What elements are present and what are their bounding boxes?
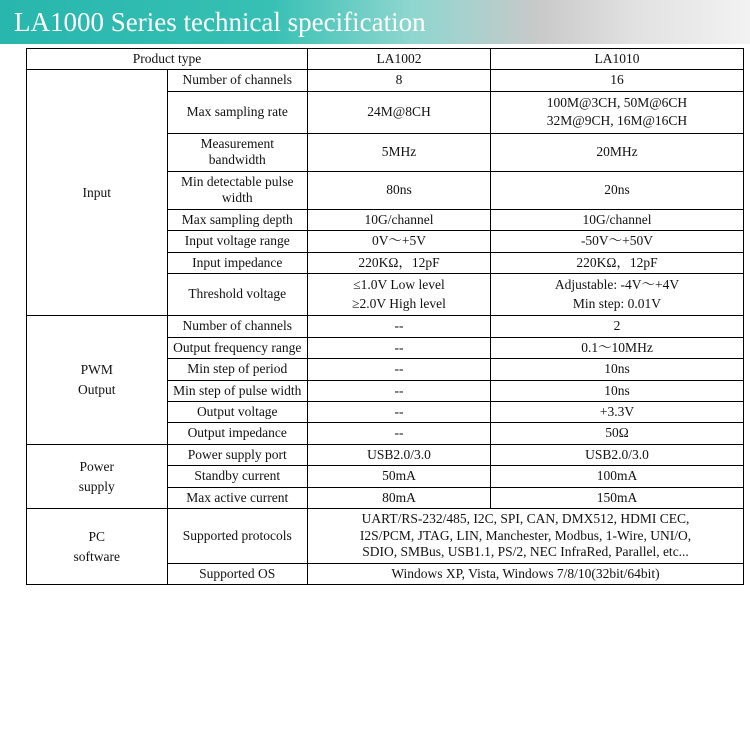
row-value-la1002: -- (308, 316, 491, 337)
section-label-line: Power (79, 459, 114, 475)
row-value-la1010: USB2.0/3.0 (491, 444, 744, 465)
row-value-la1002: -- (308, 380, 491, 401)
row-label: Standby current (167, 466, 308, 487)
row-value-supported-os: Windows XP, Vista, Windows 7/8/10(32bit/64bit) (308, 563, 744, 584)
row-label: Output frequency range (167, 337, 308, 358)
row-value-la1010: +3.3V (491, 401, 744, 422)
spec-table-container (0, 44, 750, 585)
row-value-la1010: 20MHz (491, 133, 744, 171)
row-label: Max sampling rate (167, 91, 308, 133)
spec-table (26, 48, 744, 585)
row-label: Supported OS (167, 563, 308, 584)
row-value-la1010: 10ns (491, 359, 744, 380)
row-value-la1002: 0V～+5V (308, 231, 491, 252)
row-label: Max active current (167, 487, 308, 508)
row-value-la1002: -- (308, 423, 491, 444)
row-value-la1002: 50mA (308, 466, 491, 487)
page-title: LA1000 Series technical specification (14, 7, 426, 37)
table-row (27, 316, 744, 337)
header-col-la1010: LA1010 (491, 49, 744, 70)
row-label: Number of channels (167, 70, 308, 91)
row-value-la1002: 24M@8CH (308, 91, 491, 133)
table-row (27, 509, 744, 563)
row-value-la1002: 80mA (308, 487, 491, 508)
row-value-la1002: 80ns (308, 171, 491, 209)
section-label-line: supply (78, 478, 115, 494)
row-value-la1002: -- (308, 359, 491, 380)
row-value-supported-protocols (308, 509, 744, 563)
row-label: Min step of pulse width (167, 380, 308, 401)
row-label: Min detectable pulse width (167, 171, 308, 209)
row-value-la1010: 220KΩ，12pF (491, 252, 744, 273)
row-label: Min step of period (167, 359, 308, 380)
row-label: Number of channels (167, 316, 308, 337)
row-value-la1010: 50Ω (491, 423, 744, 444)
row-label: Threshold voltage (167, 274, 308, 316)
value-line: UART/RS-232/485, I2C, SPI, CAN, DMX512, HDMI CEC, (361, 511, 690, 527)
section-label-pc-software (27, 509, 168, 585)
section-label-pwm-output (27, 316, 168, 445)
row-value-la1010 (491, 91, 744, 133)
row-value-la1010: 0.1～10MHz (491, 337, 744, 358)
section-label-input: Input (27, 70, 168, 316)
row-label: Power supply port (167, 444, 308, 465)
value-line: 100M@3CH, 50M@6CH (546, 94, 688, 110)
page-header (0, 0, 750, 44)
row-label: Max sampling depth (167, 209, 308, 230)
row-value-la1010: 10ns (491, 380, 744, 401)
row-value-la1002: -- (308, 337, 491, 358)
value-line: I2S/PCM, JTAG, LIN, Manchester, Modbus, 1-Wire, UNI/O, (359, 527, 692, 543)
row-label: Supported protocols (167, 509, 308, 563)
row-label: Measurement bandwidth (167, 133, 308, 171)
row-value-la1002: USB2.0/3.0 (308, 444, 491, 465)
value-line: ≥2.0V High level (352, 295, 446, 311)
row-value-la1002 (308, 274, 491, 316)
value-line: 32M@9CH, 16M@16CH (546, 113, 688, 129)
row-value-la1010: 16 (491, 70, 744, 91)
row-value-la1002: 220KΩ，12pF (308, 252, 491, 273)
row-value-la1010: 150mA (491, 487, 744, 508)
row-label: Output voltage (167, 401, 308, 422)
row-value-la1002: 10G/channel (308, 209, 491, 230)
table-row (27, 70, 744, 91)
table-header-row (27, 49, 744, 70)
value-line: Adjustable: -4V～+4V (554, 277, 680, 293)
row-value-la1010: -50V～+50V (491, 231, 744, 252)
table-row (27, 444, 744, 465)
section-label-line: PC (88, 529, 105, 545)
header-col-la1002: LA1002 (308, 49, 491, 70)
row-value-la1002: 8 (308, 70, 491, 91)
row-value-la1010 (491, 274, 744, 316)
section-label-line: Output (77, 382, 116, 397)
row-label: Input voltage range (167, 231, 308, 252)
value-line: Min step: 0.01V (572, 295, 662, 311)
row-value-la1002: 5MHz (308, 133, 491, 171)
value-line: SDIO, SMBus, USB1.1, PS/2, NEC InfraRed, Parallel, etc... (362, 544, 689, 560)
section-label-power-supply (27, 444, 168, 508)
value-line: ≤1.0V Low level (353, 277, 445, 293)
row-value-la1010: 20ns (491, 171, 744, 209)
row-label: Input impedance (167, 252, 308, 273)
row-value-la1010: 10G/channel (491, 209, 744, 230)
row-value-la1010: 2 (491, 316, 744, 337)
row-value-la1010: 100mA (491, 466, 744, 487)
row-value-la1002: -- (308, 401, 491, 422)
section-label-line: PWM (80, 362, 113, 378)
section-label-line: software (73, 548, 120, 564)
row-label: Output impedance (167, 423, 308, 444)
header-product-type: Product type (27, 49, 308, 70)
